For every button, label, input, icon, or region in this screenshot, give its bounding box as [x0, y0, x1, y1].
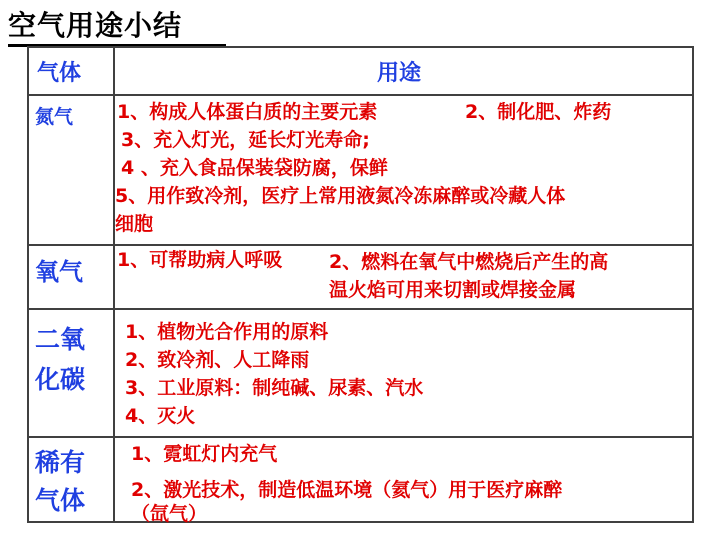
- use-line: 2、致冷剂、人工降雨: [125, 349, 310, 371]
- use-line: 3、充入灯光，延长灯光寿命;: [121, 129, 370, 151]
- use-line: 2、制化肥、炸药: [465, 101, 612, 123]
- use-line: 温火焰可用来切割或焊接金属: [329, 279, 577, 301]
- use-line: 1、构成人体蛋白质的主要元素: [117, 101, 378, 123]
- gas-noble-gases: [35, 444, 85, 520]
- column-divider: [113, 48, 115, 521]
- header-use: 用途: [377, 61, 422, 86]
- use-line: 2、燃料在氧气中燃烧后产生的高: [329, 251, 609, 273]
- row-divider: [29, 94, 692, 96]
- use-line: 1、霓虹灯内充气: [131, 443, 278, 465]
- gas-carbon-dioxide: [35, 320, 85, 400]
- gas-nitrogen: 氮气: [35, 106, 74, 128]
- use-line: 4、灭火: [125, 405, 196, 427]
- gas-oxygen: 氧气: [35, 258, 83, 286]
- gas-label-line: 稀有: [35, 448, 86, 477]
- use-line: 2、激光技术，制造低温环境（氦气）用于医疗麻醉: [131, 479, 563, 501]
- use-line: 4 、充入食品保装袋防腐，保鲜: [121, 157, 388, 179]
- usage-table: [27, 46, 694, 523]
- gas-label-line: 气体: [35, 486, 86, 515]
- use-line: 5、用作致冷剂，医疗上常用液氮冷冻麻醉或冷藏人体: [115, 185, 566, 207]
- use-line: （氙气）: [131, 503, 208, 525]
- use-line: 细胞: [115, 213, 154, 235]
- use-line: 1、可帮助病人呼吸: [117, 249, 283, 271]
- row-divider: [29, 308, 692, 310]
- row-divider: [29, 436, 692, 438]
- use-line: 1、植物光合作用的原料: [125, 321, 329, 343]
- use-line: 3、工业原料：制纯碱、尿素、汽水: [125, 377, 424, 399]
- gas-label-line: 二氧: [35, 325, 86, 354]
- header-gas: 气体: [37, 61, 82, 86]
- page-title: 空气用途小结: [8, 9, 183, 42]
- gas-label-line: 化碳: [35, 365, 86, 394]
